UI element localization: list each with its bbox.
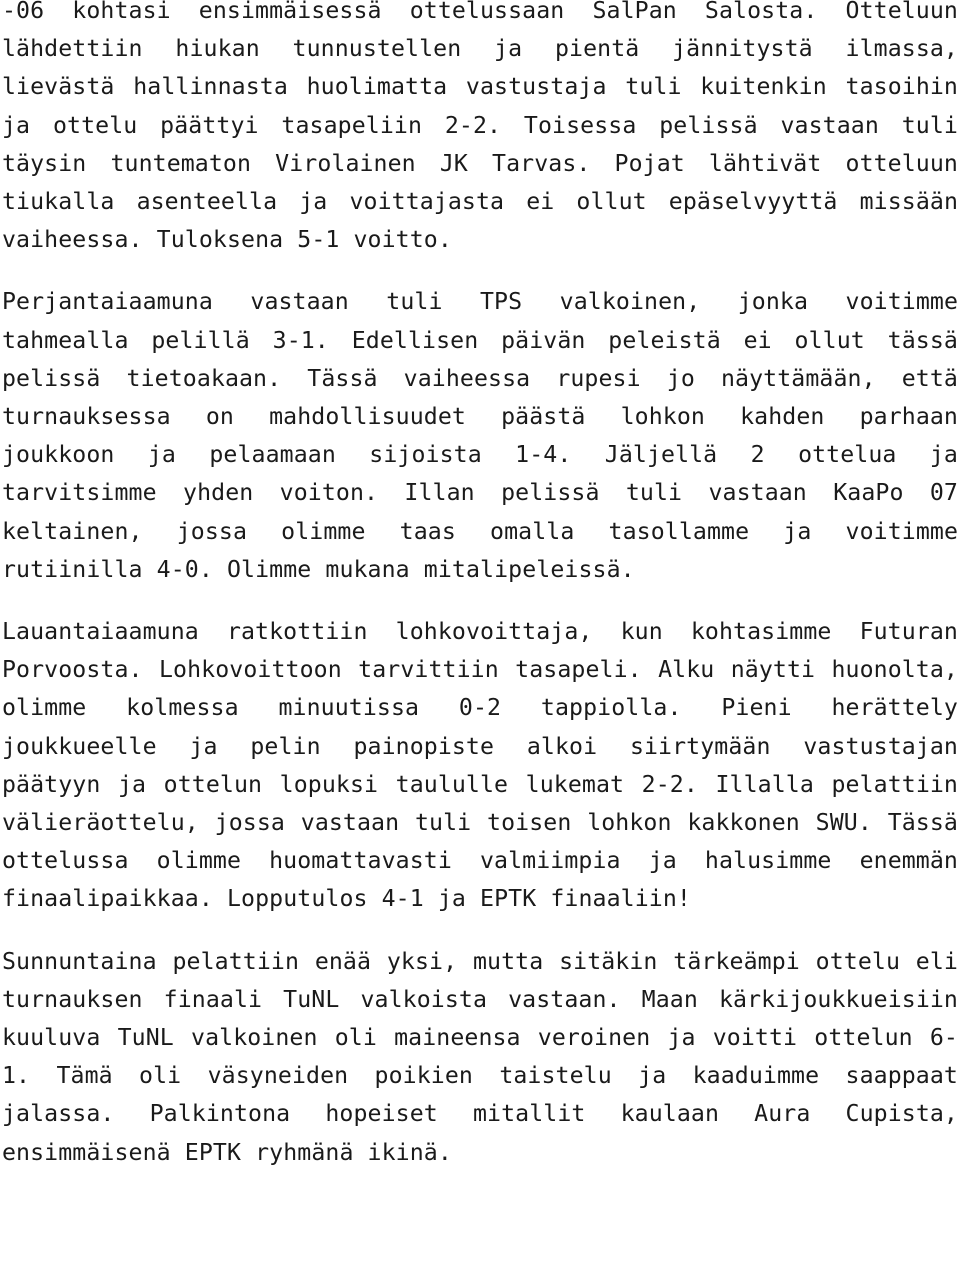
article-body xyxy=(2,0,958,1172)
paragraph-gap xyxy=(2,919,958,943)
paragraph-2: Perjantaiaamuna vastaan tuli TPS valkoinen, jonka voitimme tahmealla pelillä 3-1. Edellisen päivän peleistä ei ollut tässä pelissä tietoakaan. Tässä vaiheessa rupesi jo näyttämään, että turnauksessa on mahdollisuudet päästä lohkon kahden parhaan joukkoon ja pelaamaan sijoista 1-4. Jäljellä 2 ottelua ja tarvitsimme yhden voiton. Illan pelissä tuli vastaan KaaPo 07 keltainen, jossa olimme taas omalla tasollamme ja voitimme rutiinilla 4-0. Olimme mukana mitalipeleissä. xyxy=(2,288,958,583)
paragraph-3: Lauantaiaamuna ratkottiin lohkovoittaja, kun kohtasimme Futuran Porvoosta. Lohkovoittoon tarvittiin tasapeli. Alku näytti huonolta, olimme kolmessa minuutissa 0-2 tappiolla. Pieni herättely joukkueelle ja pelin painopiste alkoi siirtymään vastustajan päätyyn ja ottelun lopuksi taululle lukemat 2-2. Illalla pelattiin välieräottelu, jossa vastaan tuli toisen lohkon kakkonen SWU. Tässä ottelussa olimme huomattavasti valmiimpia ja halusimme enemmän finaalipaikkaa. Lopputulos 4-1 ja EPTK finaaliin! xyxy=(2,618,958,913)
paragraph-gap xyxy=(2,589,958,613)
paragraph-gap xyxy=(2,259,958,283)
paragraph-4: Sunnuntaina pelattiin enää yksi, mutta sitäkin tärkeämpi ottelu eli turnauksen finaali TuNL valkoista vastaan. Maan kärkijoukkueisiin kuuluva TuNL valkoinen oli maineensa veroinen ja voitti ottelun 6-1. Tämä oli väsyneiden poikien taistelu ja kaaduimme saappaat jalassa. Palkintona hopeiset mitallit kaulaan Aura Cupista, ensimmäisenä EPTK ryhmänä ikinä. xyxy=(2,947,958,1166)
paragraph-1: -06 kohtasi ensimmäisessä ottelussaan SalPan Salosta. Otteluun lähdettiin hiukan tunnustellen ja pientä jännitystä ilmassa, lievästä hallinnasta huolimatta vastustaja tuli kuitenkin tasoihin ja ottelu päättyi tasapeliin 2-2. Toisessa pelissä vastaan tuli täysin tuntematon Virolainen JK Tarvas. Pojat lähtivät otteluun tiukalla asenteella ja voittajasta ei ollut epäselvyyttä missään vaiheessa. Tuloksena 5-1 voitto. xyxy=(2,0,958,254)
